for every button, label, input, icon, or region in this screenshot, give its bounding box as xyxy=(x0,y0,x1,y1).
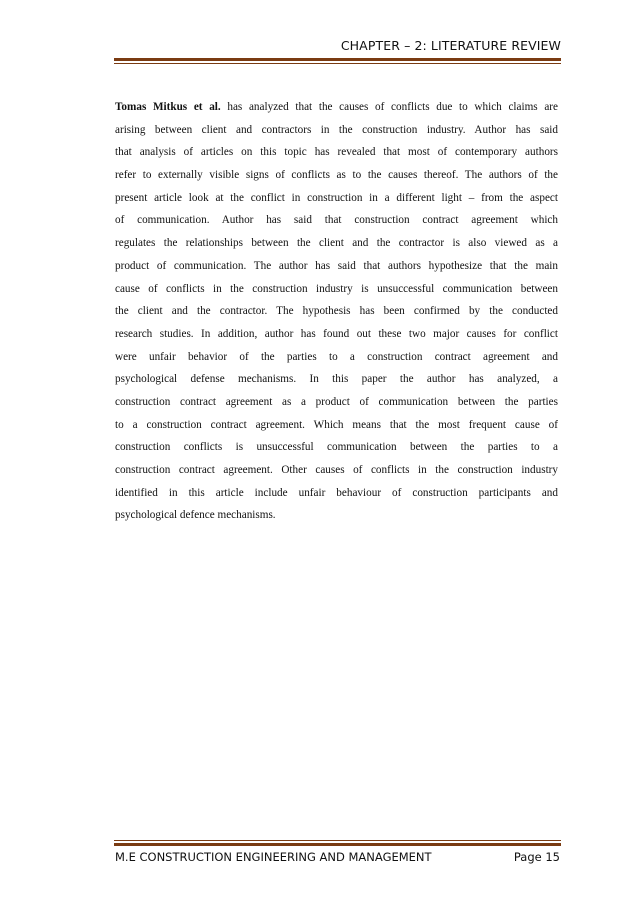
paragraph-line: construction contract agreement as a product of communication between the parties xyxy=(115,395,558,408)
paragraph-line: were unfair behavior of the parties to a construction contract agreement and xyxy=(115,350,558,363)
author-name: Tomas Mitkus et al. xyxy=(115,101,221,113)
footer-rule-thick xyxy=(114,843,561,846)
header-rule-thick xyxy=(114,58,561,61)
paragraph-line: of communication. Author has said that construction contract agreement which xyxy=(115,214,558,227)
paragraph-line: product of communication. The author has said that authors hypothesize that the main xyxy=(115,259,558,272)
paragraph-line: identified in this article include unfair behaviour of construction participants and xyxy=(115,486,558,499)
paragraph-line: to a construction contract agreement. Which means that the most frequent cause of xyxy=(115,418,558,431)
paragraph-line: psychological defence mechanisms. xyxy=(115,509,276,522)
paragraph-line: construction conflicts is unsuccessful communication between the parties to a xyxy=(115,441,558,454)
body-paragraph xyxy=(115,96,558,527)
footer-course-title: M.E CONSTRUCTION ENGINEERING AND MANAGEMENT xyxy=(115,850,432,864)
header-rule-thin xyxy=(114,63,561,64)
paragraph-line: regulates the relationships between the client and the contractor is also viewed as a xyxy=(115,237,558,250)
paragraph-line: research studies. In addition, author has found out these two major causes for conflict xyxy=(115,327,558,340)
paragraph-line: psychological defense mechanisms. In this paper the author has analyzed, a xyxy=(115,373,558,386)
paragraph-line: Tomas Mitkus et al. has analyzed that the causes of conflicts due to which claims are xyxy=(115,101,558,113)
footer-rule-thin xyxy=(114,840,561,841)
paragraph-line: the client and the contractor. The hypothesis has been confirmed by the conducted xyxy=(115,305,558,318)
paragraph-line: arising between client and contractors in the construction industry. Author has said xyxy=(115,123,558,136)
paragraph-line: refer to externally visible signs of conflicts as to the causes thereof. The authors of the xyxy=(115,169,558,182)
page-number: Page 15 xyxy=(513,850,560,864)
paragraph-line: construction contract agreement. Other causes of conflicts in the construction industry xyxy=(115,464,558,476)
paragraph-line: that analysis of articles on this topic has revealed that most of contemporary authors xyxy=(115,146,558,159)
paragraph-line: present article look at the conflict in construction in a different light – from the aspect xyxy=(115,191,558,204)
chapter-header: CHAPTER – 2: LITERATURE REVIEW xyxy=(340,38,561,53)
paragraph-line: cause of conflicts in the construction industry is unsuccessful communication between xyxy=(115,282,558,295)
